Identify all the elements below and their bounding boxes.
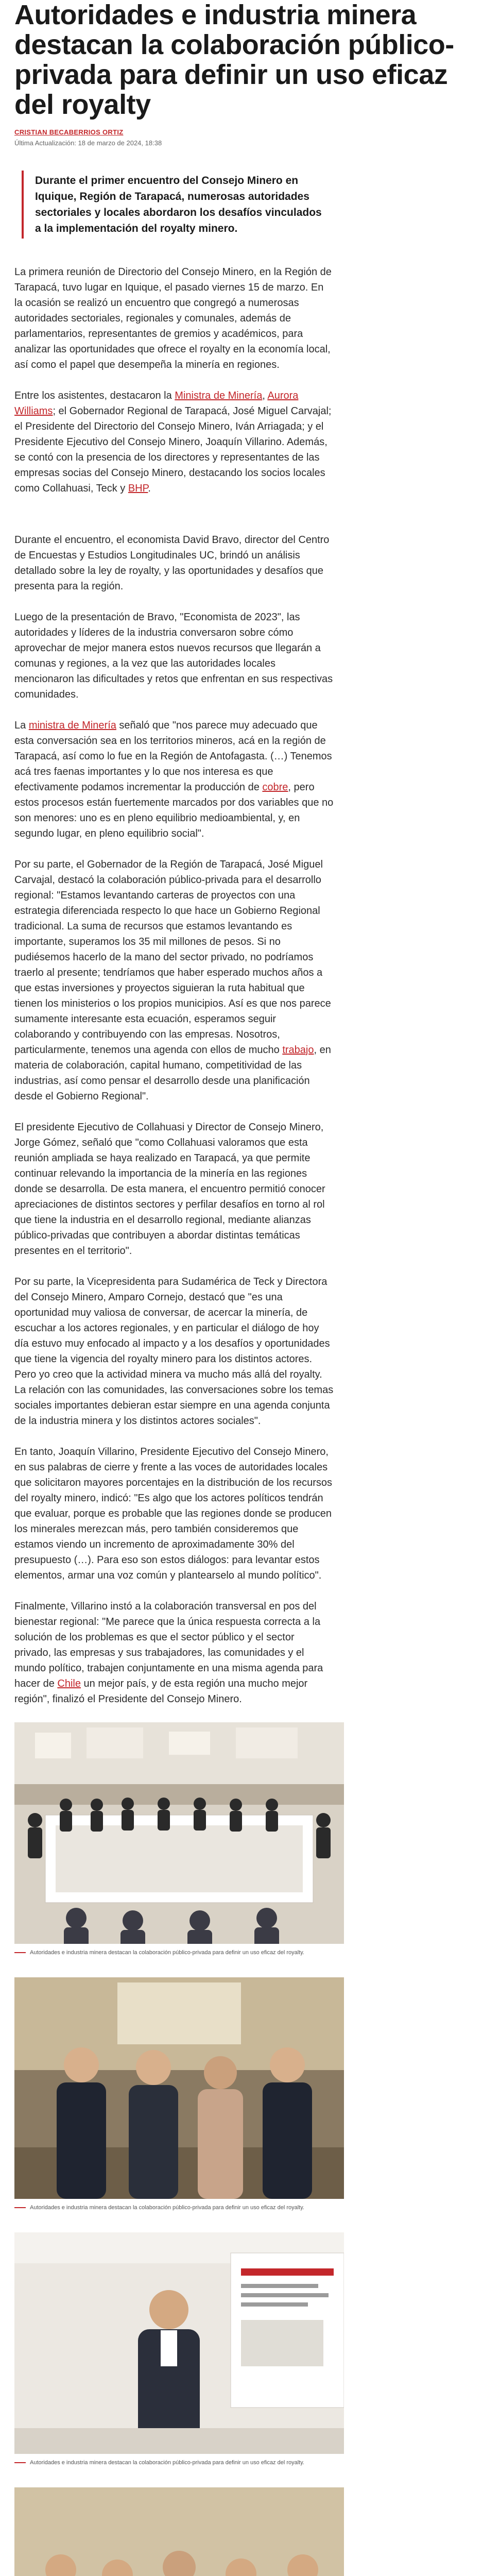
figure-1-caption-text: Autoridades e industria minera destacan la colaboración público-privada para definir un uso eficaz del royalty. — [30, 1950, 304, 1956]
meeting-room-illustration — [14, 1722, 344, 1944]
article-body — [14, 264, 334, 1707]
lead-text: Durante el primer encuentro del Consejo Minero en Iquique, Región de Tarapacá, numerosas autoridades sectoriales y locales abordaron los desafíos vinculados a la implementación del royalty minero. — [35, 175, 322, 234]
article-meta — [14, 128, 486, 147]
author-link[interactable]: CRISTIAN BECABERRIOS ORTIZ — [14, 128, 124, 136]
figure-3-caption-text: Autoridades e industria minera destacan la colaboración público-privada para definir un uso eficaz del royalty. — [30, 2460, 304, 2466]
article-title: Autoridades e industria minera destacan la colaboración público-privada para definir un uso eficaz del royalty — [14, 0, 454, 120]
paragraph-10-text-a: Finalmente, Villarino instó a la colaboración transversal en pos del bienestar regional: "Me parece que la única respuesta correcta a la solución de los problemas es que el sector público y el sector privado, las empresas y sus trabajadores, las comunidades y el mundo político, trabajen conjuntamente en una misma agenda para hacer de — [14, 1601, 323, 1689]
paragraph-1: La primera reunión de Directorio del Consejo Minero, en la Región de Tarapacá, tuvo lugar en Iquique, el pasado viernes 15 de marzo. En la ocasión se realizó un encuentro que congregó a numerosas autoridades sectoriales, regionales y comunales, además de parlamentarios, representantes de gremios y académicos, para analizar las oportunidades que ofrece el royalty en la economía local, así como el papel que desempeña la minería en regiones. — [14, 266, 332, 370]
link-ministra-mineria[interactable]: Ministra de Minería — [175, 390, 263, 401]
paragraph-5-text-b: señaló que "nos parece muy adecuado que esta conversación sea en los territorios mineros, acá en la región de Tarapacá, así como lo fue en la Región de Antofagasta. (…) Tenemos acá tres faenas importantes y lo que nos interesa es que efectivamente podamos incrementar la producción de — [14, 720, 332, 793]
figure-4 — [14, 2487, 486, 2576]
photo-group-standing[interactable] — [14, 2487, 344, 2576]
paragraph-2-text-b: , — [262, 390, 268, 401]
paragraph-10 — [14, 1599, 334, 1707]
speaker-photo-illustration — [14, 2232, 344, 2454]
paragraph-6 — [14, 857, 334, 1104]
figure-1-caption — [14, 1949, 344, 1957]
paragraph-6-text-b: , en materia de colaboración, capital humano, competitividad de las industrias, así como pensar el desarrollo desde una planificación desde el Gobierno Regional". — [14, 1044, 331, 1102]
last-updated: Última Actualización: 18 de marzo de 2024, 18:38 — [14, 139, 162, 147]
link-aurora-williams[interactable]: Aurora Williams — [14, 390, 299, 417]
link-trabajo[interactable]: trabajo — [282, 1044, 314, 1056]
figure-2 — [14, 1977, 486, 2212]
caption-dash — [14, 2462, 26, 2463]
paragraph-7: El presidente Ejecutivo de Collahuasi y Director de Consejo Minero, Jorge Gómez, señaló que "como Collahuasi valoramos que esta reunión ampliada se haya realizado en Tarapacá, ya que permite continuar relevando la importancia de la minería en las regiones donde se desarrolla. De esta manera, el encuentro permitió conocer apreciaciones de distintos sectores y perfilar desafíos en torno al rol que tiene la industria en el desarrollo regional, mediante alianzas público-privadas que contribuyen a abordar distintas temáticas presentes en el territorio". — [14, 1122, 325, 1257]
link-cobre[interactable]: cobre — [262, 782, 288, 793]
paragraph-10-text-b: un mejor país, y de esta región una mucho mejor región", finalizó el Presidente del Consejo Minero. — [14, 1678, 308, 1705]
paragraph-2-text-c: ; el Gobernador Regional de Tarapacá, José Miguel Carvajal; el Presidente del Directorio del Consejo Minero, Iván Arriagada; y el Presidente Ejecutivo del Consejo Minero, Joaquín Villarino. Además, se contó con la presencia de los directores y representantes de las empresas socias del Consejo Minero, destacando los socios locales como Collahuasi, Teck y — [14, 405, 332, 494]
paragraph-4: Luego de la presentación de Bravo, "Economista de 2023", las autoridades y líderes de la industria conversaron sobre cómo aprovechar de mejor manera estos nuevos recursos que llegarán a comunas y regiones, a la vez que las autoridades locales mencionaron las dificultades y retos que enfrentan en sus respectivas comunidades. — [14, 612, 333, 700]
photo-speaker[interactable] — [14, 2232, 344, 2454]
paragraph-2-text-a: Entre los asistentes, destacaron la — [14, 390, 175, 401]
paragraph-8: Por su parte, la Vicepresidenta para Sudamérica de Teck y Directora del Consejo Minero, Amparo Cornejo, destacó que "es una oportunidad muy valiosa de conversar, de acercar la minería, de escuchar a los actores regionales, y en particular el diálogo de hoy día estuvo muy enfocado al impacto y a los desafíos y oportunidades que tiene la vigencia del royalty minero para los distintos actores. Pero yo creo que la actividad minera va mucho más allá del royalty. La relación con las comunidades, las conversaciones sobre los temas sociales importantes debieran estar siempre en una agenda conjunta de la industria minera y los distintos actores sociales". — [14, 1276, 334, 1427]
link-chile[interactable]: Chile — [57, 1678, 81, 1689]
photo-meeting-room[interactable] — [14, 1722, 344, 1944]
figure-1 — [14, 1722, 486, 1957]
link-bhp[interactable]: BHP — [128, 483, 148, 494]
paragraph-5 — [14, 718, 334, 841]
figure-3 — [14, 2232, 486, 2467]
paragraph-3: Durante el encuentro, el economista David Bravo, director del Centro de Encuestas y Estudios Longitudinales UC, brindó un análisis detallado sobre la ley de royalty, y las oportunidades y desafíos que presenta para la región. — [14, 534, 330, 592]
lead-accent-bar — [22, 171, 24, 239]
caption-dash — [14, 1952, 26, 1953]
figure-3-caption — [14, 2459, 344, 2467]
group-photo-illustration — [14, 1977, 344, 2199]
paragraph-2 — [14, 388, 334, 496]
link-ministra-mineria-2[interactable]: ministra de Minería — [28, 720, 116, 731]
figure-2-caption — [14, 2204, 344, 2212]
standing-group-illustration — [14, 2487, 344, 2576]
caption-dash — [14, 2207, 26, 2208]
photo-group-four[interactable] — [14, 1977, 344, 2199]
paragraph-5-text-c: , pero estos procesos están fuertemente marcados por dos variables que no son menores: uno es en pleno equilibrio medioambiental, y, en segundo lugar, en pleno equilibrio social". — [14, 782, 334, 839]
figure-2-caption-text: Autoridades e industria minera destacan la colaboración público-privada para definir un uso eficaz del royalty. — [30, 2205, 304, 2211]
article-lead — [22, 171, 331, 239]
paragraph-2-text-d: . — [148, 483, 151, 494]
paragraph-5-text-a: La — [14, 720, 29, 731]
paragraph-9: En tanto, Joaquín Villarino, Presidente Ejecutivo del Consejo Minero, en sus palabras de cierre y frente a las voces de autoridades locales que solicitaron mayores porcentajes en la distribución de los recursos del royalty minero, indicó: "Es algo que los actores políticos tendrán que evaluar, porque es probable que las regiones donde se producen los minerales merezcan más, pero también consideremos que estamos viendo un incremento de aproximadamente 30% del presupuesto (…). Para eso son estos diálogos: para levantar estos elementos, armar una voz común y plantearselo al mundo político". — [14, 1446, 332, 1581]
paragraph-6-text-a: Por su parte, el Gobernador de la Región de Tarapacá, José Miguel Carvajal, destacó la colaboración público-privada para el desarrollo regional: "Estamos levantando carteras de proyectos con una estrategia diferenciada respecto lo que hace un Gobierno Regional tradicional. La suma de recursos que estamos levantando es importante, superamos los 35 mil millones de pesos. Si no pudiésemos hacerlo de la mano del sector privado, no podríamos traerlo al presente; tendríamos que haber esperado muchos años a que estas inversiones y proyectos siguieran la ruta habitual que tienen los ministerios o los propios municipios. Así es que nos parece sumamente interesante esta ecuación, esperamos seguir colaborando y contribuyendo con las empresas. Nosotros, particularmente, tenemos una agenda con ellos de mucho — [14, 859, 331, 1056]
